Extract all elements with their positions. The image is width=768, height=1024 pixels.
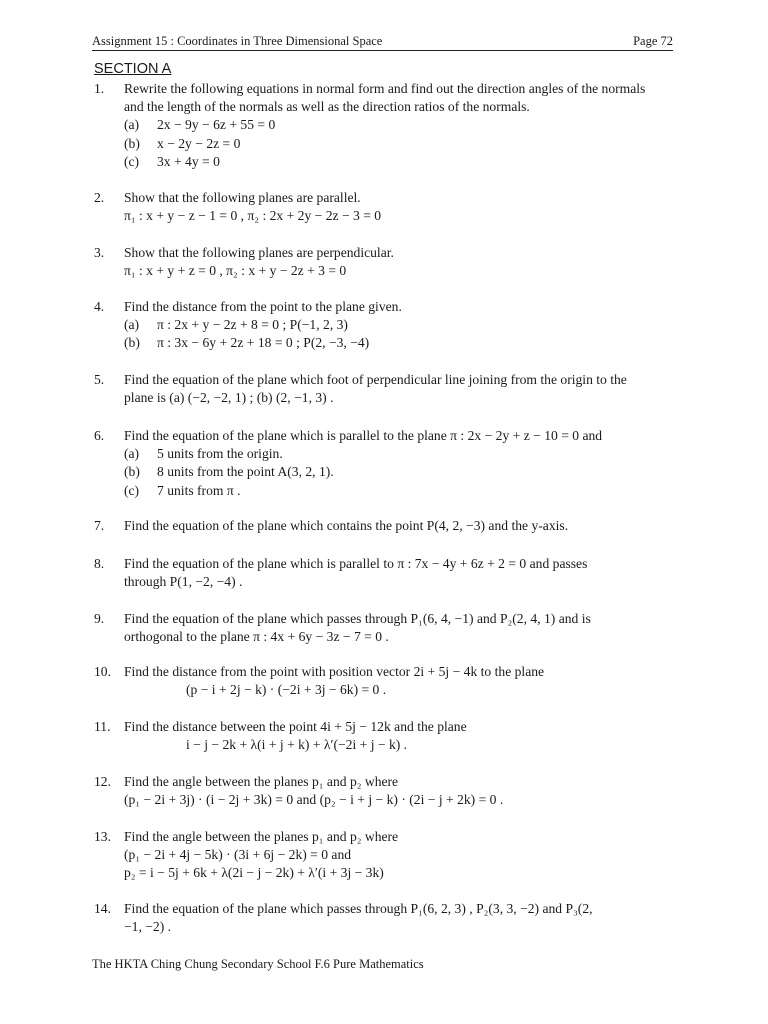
question-line: Find the equation of the plane which passes through P₁(6, 4, −1) and P₂(2, 4, 1) and is (124, 611, 591, 626)
question-line: orthogonal to the plane π : 4x + 6y − 3z − 7 = 0 . (124, 629, 389, 645)
question-number: 3. (94, 245, 105, 260)
sub-label: (a) (124, 446, 140, 462)
question-body (124, 371, 679, 407)
question-equation: (p − i + 2j − k) · (−2i + 3j − 6k) = 0 . (186, 682, 387, 698)
sub-text: 3x + 4y = 0 (157, 153, 220, 169)
sub-question (124, 316, 679, 334)
page-header (92, 33, 673, 51)
question-line: (p₁ − 2i + 3j) · (i − 2j + 3k) = 0 and (p₂ − i + j − k) · (2i − j + 2k) = 0 . (124, 792, 504, 808)
question-line: p₂ = i − 5j + 6k + λ(2i − j − 2k) + λ′(i + 3j − 3k) (124, 865, 384, 881)
question-line: through P(1, −2, −4) . (124, 574, 243, 590)
sub-label: (c) (124, 482, 140, 498)
question-body (124, 244, 679, 280)
question-body (124, 298, 679, 353)
question-line: Find the angle between the planes p₁ and p₂ where (124, 829, 399, 844)
sub-label: (b) (124, 335, 140, 351)
question-line: and the length of the normals as well as the direction ratios of the normals. (124, 99, 530, 115)
question-number: 1. (94, 81, 105, 96)
question-line: Find the equation of the plane which is parallel to the plane π : 2x − 2y + z − 10 = 0 and (124, 428, 603, 443)
question-body (124, 427, 679, 500)
sub-text: 5 units from the origin. (157, 446, 283, 462)
question-line: Show that the following planes are parallel. (124, 190, 361, 205)
question-line: Find the equation of the plane which is parallel to π : 7x − 4y + 6z + 2 = 0 and passes (124, 556, 588, 571)
page-number: Page 72 (633, 34, 673, 48)
question-body (124, 718, 679, 754)
question-line: π₁ : x + y − z − 1 = 0 , π₂ : 2x + 2y − 2z − 3 = 0 (124, 208, 382, 224)
question-number: 12. (94, 774, 111, 789)
question-line: Find the distance between the point 4i + 5j − 12k and the plane (124, 719, 467, 734)
question-number: 10. (94, 664, 111, 679)
question-line: Show that the following planes are perpendicular. (124, 245, 394, 260)
question-line: −1, −2) . (124, 919, 172, 935)
header-title: Assignment 15 : Coordinates in Three Dimensional Space (92, 34, 383, 48)
question-body (124, 189, 679, 225)
sub-label: (b) (124, 135, 140, 151)
sub-label: (c) (124, 153, 140, 169)
question-number: 13. (94, 829, 111, 844)
sub-question (124, 135, 679, 153)
question-number: 5. (94, 372, 105, 387)
question-equation: i − j − 2k + λ(i + j + k) + λ′(−2i + j − k) . (186, 737, 408, 753)
sub-text: π : 3x − 6y + 2z + 18 = 0 ; P(2, −3, −4) (157, 335, 370, 351)
question-number: 2. (94, 190, 105, 205)
question-line: π₁ : x + y + z = 0 , π₂ : x + y − 2z + 3 = 0 (124, 263, 347, 279)
question-number: 6. (94, 428, 105, 443)
question-body (124, 555, 679, 591)
question-number: 8. (94, 556, 105, 571)
question-body (124, 80, 679, 171)
question-number: 11. (94, 719, 111, 734)
sub-text: π : 2x + y − 2z + 8 = 0 ; P(−1, 2, 3) (157, 317, 348, 333)
sub-question (124, 334, 679, 352)
question-number: 4. (94, 299, 105, 314)
sub-text: 2x − 9y − 6z + 55 = 0 (157, 117, 276, 133)
question-line: plane is (a) (−2, −2, 1) ; (b) (2, −1, 3) . (124, 390, 334, 406)
question-body (124, 773, 679, 809)
question-body (124, 663, 679, 699)
question-body (124, 610, 679, 646)
sub-question (124, 482, 679, 500)
sub-text: x − 2y − 2z = 0 (157, 135, 241, 151)
sub-question (124, 445, 679, 463)
sub-label: (b) (124, 464, 140, 480)
question-number: 14. (94, 901, 111, 916)
sub-question (124, 153, 679, 171)
sub-question (124, 463, 679, 481)
sub-label: (a) (124, 117, 140, 133)
question-body (124, 900, 679, 936)
question-body (124, 828, 679, 883)
sub-text: 7 units from π . (157, 482, 241, 498)
question-line: Find the equation of the plane which passes through P₁(6, 2, 3) , P₂(3, 3, −2) and P₃(2, (124, 901, 593, 916)
question-number: 9. (94, 611, 105, 626)
question-line: Find the equation of the plane which foot of perpendicular line joining from the origin to the (124, 372, 627, 387)
question-line: Find the distance from the point with position vector 2i + 5j − 4k to the plane (124, 664, 545, 679)
question-line: Find the equation of the plane which contains the point P(4, 2, −3) and the y-axis. (124, 518, 569, 533)
page-footer: The HKTA Ching Chung Secondary School F.6 Pure Mathematics (92, 957, 424, 971)
section-title: SECTION A (94, 61, 172, 77)
question-number: 7. (94, 518, 105, 533)
question-body (124, 517, 679, 535)
sub-question (124, 116, 679, 134)
question-line: Find the distance from the point to the plane given. (124, 299, 402, 314)
sub-label: (a) (124, 317, 140, 333)
question-line: (p₁ − 2i + 4j − 5k) · (3i + 6j − 2k) = 0 and (124, 847, 352, 863)
question-line: Rewrite the following equations in normal form and find out the direction angles of the normals (124, 81, 646, 96)
question-line: Find the angle between the planes p₁ and p₂ where (124, 774, 399, 789)
sub-text: 8 units from the point A(3, 2, 1). (157, 464, 334, 480)
